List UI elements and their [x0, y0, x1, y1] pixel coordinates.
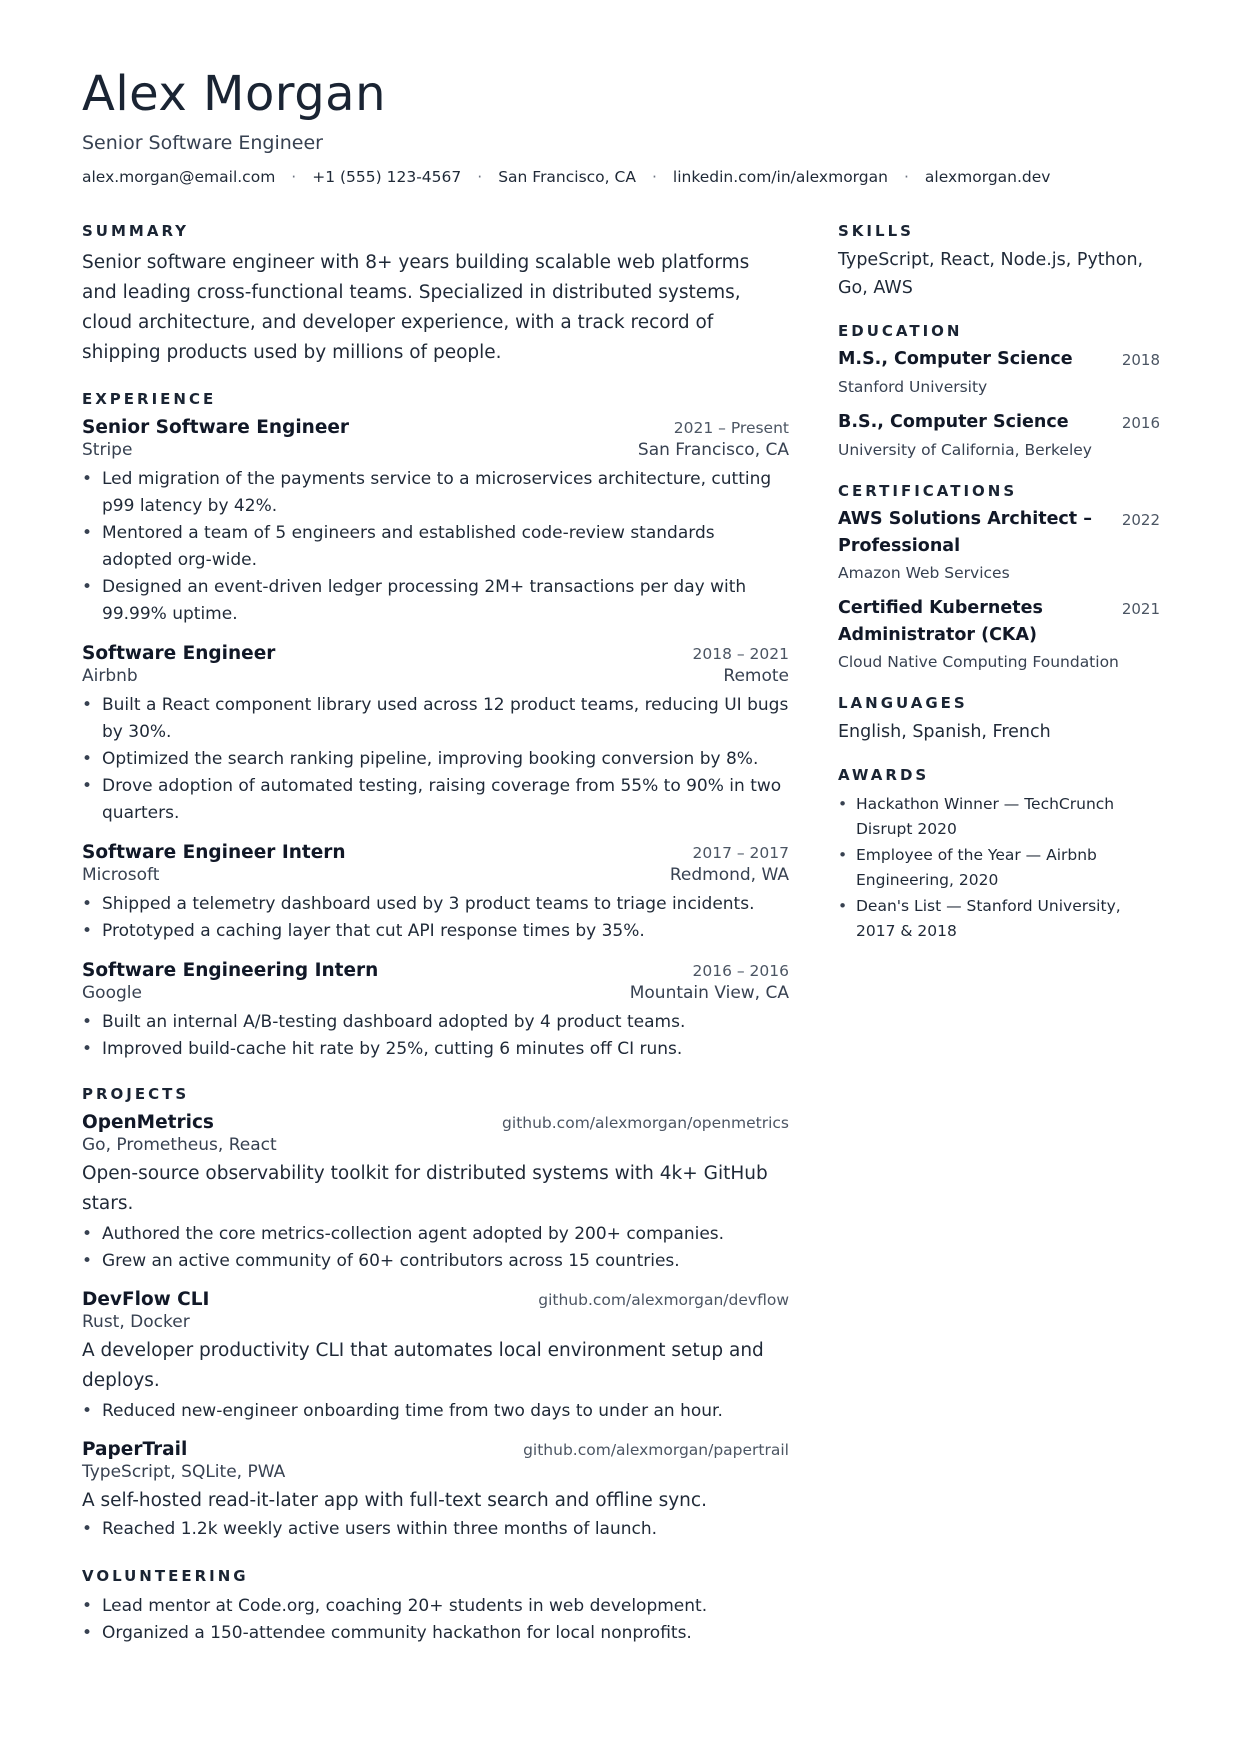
contact-phone[interactable]: +1 (555) 123-4567 — [312, 168, 462, 186]
list-item: • Designed an event-driven ledger processing 2M+ transactions per day with 99.99% uptime. — [82, 574, 789, 628]
project-description: Open-source observability toolkit for distributed systems with 4k+ GitHub stars. — [82, 1163, 768, 1214]
project-name: OpenMetrics — [82, 1112, 214, 1133]
project-name: PaperTrail — [82, 1439, 188, 1460]
project-description: A developer productivity CLI that automates local environment setup and deploys. — [82, 1340, 764, 1391]
experience-entry — [82, 417, 789, 628]
job-title: Software Engineer — [82, 643, 276, 664]
project-name: DevFlow CLI — [82, 1289, 210, 1310]
contact-line — [82, 168, 1050, 186]
certification-name: AWS Solutions Architect – Professional — [838, 509, 1093, 556]
list-item: • Built a React component library used across 12 product teams, reducing UI bugs by 30%. — [82, 692, 789, 746]
company: Google — [82, 983, 142, 1003]
education-entry — [838, 346, 1160, 399]
certification-issuer: Amazon Web Services — [838, 564, 1010, 582]
list-item: • Mentored a team of 5 engineers and established code-review standards adopted org-wide. — [82, 520, 789, 574]
summary-section — [82, 222, 789, 368]
job-dates: 2017 – 2017 — [692, 844, 789, 862]
contact-separator: · — [651, 168, 657, 186]
list-item: • Reached 1.2k weekly active users within three months of launch. — [82, 1516, 789, 1543]
project-entry — [82, 1289, 789, 1425]
job-location: Redmond, WA — [669, 865, 789, 885]
section-title: VOLUNTEERING — [82, 1567, 249, 1585]
list-item: • Prototyped a caching layer that cut API response times by 35%. — [82, 918, 789, 945]
projects-section — [82, 1085, 789, 1543]
list-item: • Hackathon Winner — TechCrunch Disrupt 2020 — [838, 792, 1160, 842]
certification-entry — [838, 506, 1160, 585]
certifications-section — [838, 482, 1160, 674]
section-title: LANGUAGES — [838, 694, 968, 712]
job-location: Remote — [723, 666, 789, 686]
job-title: Software Engineer Intern — [82, 842, 346, 863]
skills-text: TypeScript, React, Node.js, Python, Go, AWS — [838, 250, 1144, 298]
job-dates: 2018 – 2021 — [692, 645, 789, 663]
project-link[interactable]: github.com/alexmorgan/openmetrics — [502, 1114, 789, 1132]
list-item: • Reduced new-engineer onboarding time from two days to under an hour. — [82, 1398, 789, 1425]
education-year: 2018 — [1121, 351, 1160, 369]
section-title: SUMMARY — [82, 222, 190, 240]
list-item: • Authored the core metrics-collection agent adopted by 200+ companies. — [82, 1221, 789, 1248]
job-location: San Francisco, CA — [637, 440, 789, 460]
project-stack: Rust, Docker — [82, 1312, 190, 1332]
candidate-name: Alex Morgan — [82, 66, 386, 122]
contact-separator: · — [477, 168, 483, 186]
school: Stanford University — [838, 378, 988, 396]
degree: B.S., Computer Science — [838, 412, 1069, 432]
education-year: 2016 — [1121, 414, 1160, 432]
list-item: • Drove adoption of automated testing, raising coverage from 55% to 90% in two quarters. — [82, 773, 789, 827]
list-item: • Employee of the Year — Airbnb Engineering, 2020 — [838, 843, 1160, 893]
job-location: Mountain View, CA — [629, 983, 789, 1003]
side-column — [838, 222, 1160, 945]
certification-year: 2022 — [1121, 511, 1160, 529]
contact-website[interactable]: alexmorgan.dev — [924, 168, 1051, 186]
project-entry — [82, 1439, 789, 1543]
company: Microsoft — [82, 865, 160, 885]
list-item: • Organized a 150-attendee community hackathon for local nonprofits. — [82, 1620, 789, 1647]
main-column — [82, 222, 789, 1647]
section-title: AWARDS — [838, 766, 930, 784]
languages-section — [838, 694, 1160, 746]
project-link[interactable]: github.com/alexmorgan/devflow — [538, 1291, 789, 1309]
project-entry — [82, 1112, 789, 1275]
list-item: • Dean's List — Stanford University, 2017 & 2018 — [838, 894, 1160, 944]
list-item: • Optimized the search ranking pipeline, improving booking conversion by 8%. — [82, 746, 789, 773]
degree: M.S., Computer Science — [838, 349, 1073, 369]
certification-entry — [838, 595, 1160, 674]
certification-name: Certified Kubernetes Administrator (CKA) — [838, 598, 1043, 645]
education-entry — [838, 409, 1160, 462]
contact-location: San Francisco, CA — [498, 168, 636, 186]
school: University of California, Berkeley — [838, 441, 1092, 459]
languages-text: English, Spanish, French — [838, 722, 1051, 742]
candidate-role: Senior Software Engineer — [82, 132, 323, 154]
certification-issuer: Cloud Native Computing Foundation — [838, 653, 1119, 671]
job-dates: 2021 – Present — [673, 419, 789, 437]
education-section — [838, 322, 1160, 462]
experience-entry — [82, 643, 789, 827]
project-description: A self-hosted read-it-later app with full-text search and offline sync. — [82, 1490, 707, 1511]
job-dates: 2016 – 2016 — [692, 962, 789, 980]
summary-text: Senior software engineer with 8+ years building scalable web platforms and leading cross-functional teams. Specialized in distributed systems, cloud architecture, and developer experience, with a track record of shipping products used by millions of people. — [82, 252, 750, 363]
list-item: • Lead mentor at Code.org, coaching 20+ students in web development. — [82, 1593, 789, 1620]
section-title: PROJECTS — [82, 1085, 190, 1103]
section-title: SKILLS — [838, 222, 914, 240]
contact-separator: · — [903, 168, 909, 186]
company: Stripe — [82, 440, 133, 460]
job-title: Senior Software Engineer — [82, 417, 350, 438]
skills-section — [838, 222, 1160, 302]
project-stack: TypeScript, SQLite, PWA — [82, 1462, 286, 1482]
project-stack: Go, Prometheus, React — [82, 1135, 277, 1155]
list-item: • Shipped a telemetry dashboard used by 3 product teams to triage incidents. — [82, 891, 789, 918]
experience-entry — [82, 842, 789, 945]
company: Airbnb — [82, 666, 138, 686]
experience-section — [82, 390, 789, 1063]
section-title: CERTIFICATIONS — [838, 482, 1018, 500]
section-title: EDUCATION — [838, 322, 963, 340]
contact-linkedin[interactable]: linkedin.com/in/alexmorgan — [672, 168, 888, 186]
experience-entry — [82, 960, 789, 1063]
certification-year: 2021 — [1121, 600, 1160, 618]
job-title: Software Engineering Intern — [82, 960, 379, 981]
list-item: • Built an internal A/B-testing dashboard adopted by 4 product teams. — [82, 1009, 789, 1036]
awards-section — [838, 766, 1160, 944]
list-item: • Grew an active community of 60+ contributors across 15 countries. — [82, 1248, 789, 1275]
list-item: • Led migration of the payments service to a microservices architecture, cutting p99 latency by 42%. — [82, 466, 789, 520]
volunteering-section — [82, 1567, 789, 1647]
list-item: • Improved build-cache hit rate by 25%, cutting 6 minutes off CI runs. — [82, 1036, 789, 1063]
contact-email[interactable]: alex.morgan@email.com — [82, 168, 276, 186]
contact-separator: · — [291, 168, 297, 186]
section-title: EXPERIENCE — [82, 390, 217, 408]
project-link[interactable]: github.com/alexmorgan/papertrail — [523, 1441, 789, 1459]
